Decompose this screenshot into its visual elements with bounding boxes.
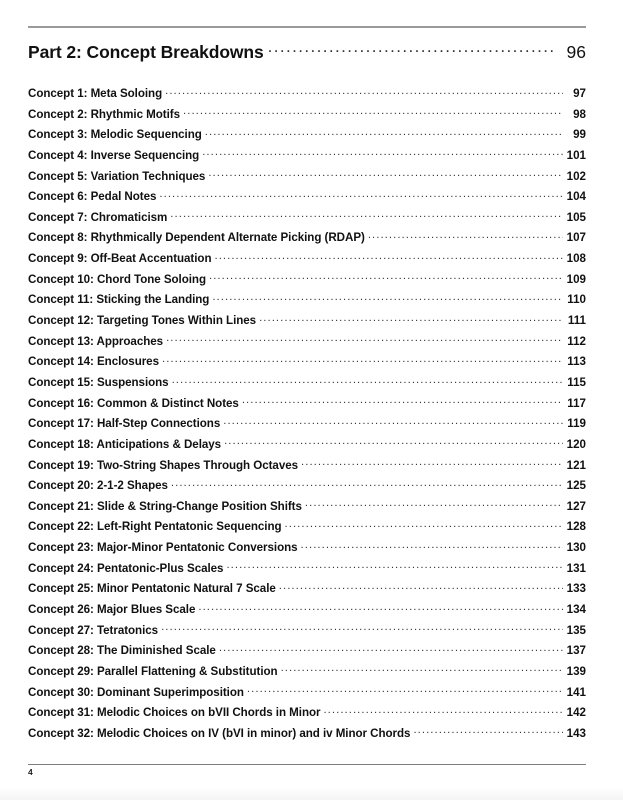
toc-part-entry[interactable] [28,42,586,69]
toc-entry-page-number: 104 [566,190,586,204]
toc-entry-label: Concept 27: Tetratonics [28,623,159,637]
toc-entry-page-number: 127 [566,499,586,513]
toc-dot-leader [224,432,563,448]
toc-entry-label: Concept 16: Common & Distinct Notes [28,396,239,410]
toc-entry-label: Concept 14: Enclosures [28,355,159,369]
toc-entry[interactable] [28,81,586,102]
toc-entry[interactable] [28,329,586,350]
toc-entry-label: Concept 26: Major Blues Scale [28,603,196,617]
toc-entry[interactable] [28,721,586,742]
toc-dot-leader [208,164,563,180]
toc-dot-leader [285,514,563,530]
toc-entry-page-number: 125 [566,479,586,493]
toc-dot-leader [242,391,563,407]
toc-dot-leader [202,143,563,159]
toc-dot-leader [209,267,563,283]
toc-entry[interactable] [28,143,586,164]
toc-entry-label: Concept 24: Pentatonic-Plus Scales [28,561,224,575]
toc-entry-label: Concept 30: Dominant Superimposition [28,685,244,699]
toc-entry-page-number: 134 [566,603,586,617]
toc-entry[interactable] [28,308,586,329]
header-rule [28,26,586,28]
toc-entry-page-number: 112 [567,334,586,348]
toc-entry-page-number: 111 [567,314,586,328]
toc-entry-page-number: 128 [566,520,586,534]
toc-entry-page-number: 110 [567,293,586,307]
toc-entry[interactable] [28,659,586,680]
toc-dot-leader [162,349,563,365]
toc-entry-label: Concept 19: Two-String Shapes Through Octaves [28,458,299,472]
toc-entry-label: Concept 13: Approaches [28,334,164,348]
toc-entry-page-number: 97 [573,87,586,100]
toc-entry-label: Concept 23: Major-Minor Pentatonic Conversions [28,541,298,555]
toc-entry[interactable] [28,494,586,515]
toc-entry[interactable] [28,535,586,556]
toc-entry-label: Concept 11: Sticking the Landing [28,293,210,307]
toc-entry[interactable] [28,514,586,535]
toc-dot-leader [301,453,563,469]
toc-entry-label: Concept 5: Variation Techniques [28,169,206,183]
toc-entry-page-number: 133 [566,582,586,596]
toc-entry-page-number: 130 [566,541,586,555]
toc-entry-page-number: 137 [566,644,586,658]
toc-dot-leader [214,246,563,262]
toc-entry-label: Concept 29: Parallel Flattening & Substitution [28,664,278,678]
toc-entry[interactable] [28,638,586,659]
toc-entry[interactable] [28,287,586,308]
toc-entry-page-number: 135 [566,623,586,637]
toc-entry-page-number: 120 [566,437,586,451]
toc-entry[interactable] [28,556,586,577]
toc-entry-label: Concept 1: Meta Soloing [28,87,163,100]
toc-entry[interactable] [28,122,586,143]
toc-entry[interactable] [28,391,586,412]
toc-entry[interactable] [28,473,586,494]
toc-entry-label: Concept 12: Targeting Tones Within Lines [28,314,257,328]
toc-entry-label: Concept 17: Half-Step Connections [28,417,221,431]
toc-entry-label: Concept 20: 2-1-2 Shapes [28,479,168,493]
toc-entry[interactable] [28,618,586,639]
toc-entry-page-number: 99 [573,128,586,142]
toc-dot-leader [171,473,563,489]
toc-part-page-number: 96 [566,42,586,62]
toc-entry[interactable] [28,205,586,226]
toc-entry-page-number: 119 [567,417,586,431]
toc-entry[interactable] [28,267,586,288]
toc-entry-label: Concept 31: Melodic Choices on bVII Chords in Minor [28,706,321,720]
toc-entry-page-number: 131 [566,561,586,575]
toc-dot-leader [279,576,563,592]
toc-entry-label: Concept 15: Suspensions [28,375,169,389]
toc-entry-page-number: 108 [566,252,586,266]
toc-entry[interactable] [28,700,586,721]
toc-part-label: Part 2: Concept Breakdowns [28,42,264,62]
toc-dot-leader [183,102,563,118]
toc-entry-label: Concept 32: Melodic Choices on IV (bVI in minor) and iv Minor Chords [28,726,411,740]
toc-entry[interactable] [28,370,586,391]
toc-entry[interactable] [28,164,586,185]
toc-entry-label: Concept 28: The Diminished Scale [28,644,216,658]
toc-entry-page-number: 142 [566,706,586,720]
toc-entry-page-number: 121 [566,458,586,472]
toc-entry[interactable] [28,225,586,246]
toc-dot-leader [281,659,563,675]
toc-entry-label: Concept 8: Rhythmically Dependent Alternate Picking (RDAP) [28,231,365,245]
toc-entry-page-number: 109 [566,272,586,286]
toc-dot-leader [170,205,563,221]
toc-entry-page-number: 141 [566,685,586,699]
toc-dot-leader [413,721,563,737]
toc-entry[interactable] [28,102,586,123]
toc-entry[interactable] [28,597,586,618]
toc-dot-leader [212,287,563,303]
toc-entry-label: Concept 18: Anticipations & Delays [28,437,222,451]
toc-entry[interactable] [28,349,586,370]
toc-entry-page-number: 113 [567,355,586,369]
toc-entry-page-number: 139 [566,664,586,678]
toc-dot-leader [198,597,563,613]
toc-dot-leader [205,122,563,138]
toc-entry[interactable] [28,432,586,453]
toc-dot-leader [159,184,563,200]
toc-entry-page-number: 117 [567,396,586,410]
toc-entry-label: Concept 4: Inverse Sequencing [28,148,200,162]
toc-entry-page-number: 143 [566,726,586,740]
toc-entry[interactable] [28,411,586,432]
toc-entry-label: Concept 21: Slide & String-Change Position Shifts [28,499,302,513]
toc-dot-leader [165,81,563,97]
page-bottom-edge [0,787,623,800]
toc-entry-label: Concept 9: Off-Beat Accentuation [28,252,212,266]
toc-entry-page-number: 102 [566,169,586,183]
page-footer [28,764,586,778]
toc-dot-leader [172,370,563,386]
toc-dot-leader [161,618,563,634]
toc-entry-page-number: 115 [567,375,586,389]
toc-dot-leader [368,225,563,241]
toc-dot-leader [223,411,563,427]
toc-dot-leader [268,42,557,58]
toc-dot-leader [305,494,563,510]
toc-dot-leader [301,535,563,551]
toc-dot-leader [219,638,563,654]
toc-dot-leader [226,556,563,572]
toc-dot-leader [259,308,563,324]
toc-content [28,0,590,742]
footer-rule [28,764,586,765]
toc-entry[interactable] [28,453,586,474]
toc-dot-leader [166,329,563,345]
toc-entry[interactable] [28,184,586,205]
footer-page-number: 4 [28,767,33,777]
toc-entry[interactable] [28,246,586,267]
toc-entry-label: Concept 22: Left-Right Pentatonic Sequencing [28,520,282,534]
toc-entry-label: Concept 6: Pedal Notes [28,190,157,204]
toc-entry-page-number: 107 [566,231,586,245]
toc-entry-label: Concept 10: Chord Tone Soloing [28,272,206,286]
toc-entry-label: Concept 25: Minor Pentatonic Natural 7 Scale [28,582,276,596]
toc-entry-page-number: 101 [566,148,586,162]
toc-entry-page-number: 98 [573,107,586,121]
toc-entry[interactable] [28,576,586,597]
toc-dot-leader [323,700,563,716]
toc-entry-label: Concept 2: Rhythmic Motifs [28,107,181,121]
toc-entry-page-number: 105 [566,210,586,224]
toc-dot-leader [247,680,563,696]
toc-entry-list [28,81,590,742]
toc-entry[interactable] [28,680,586,701]
toc-entry-label: Concept 7: Chromaticism [28,210,168,224]
toc-entry-label: Concept 3: Melodic Sequencing [28,128,202,142]
